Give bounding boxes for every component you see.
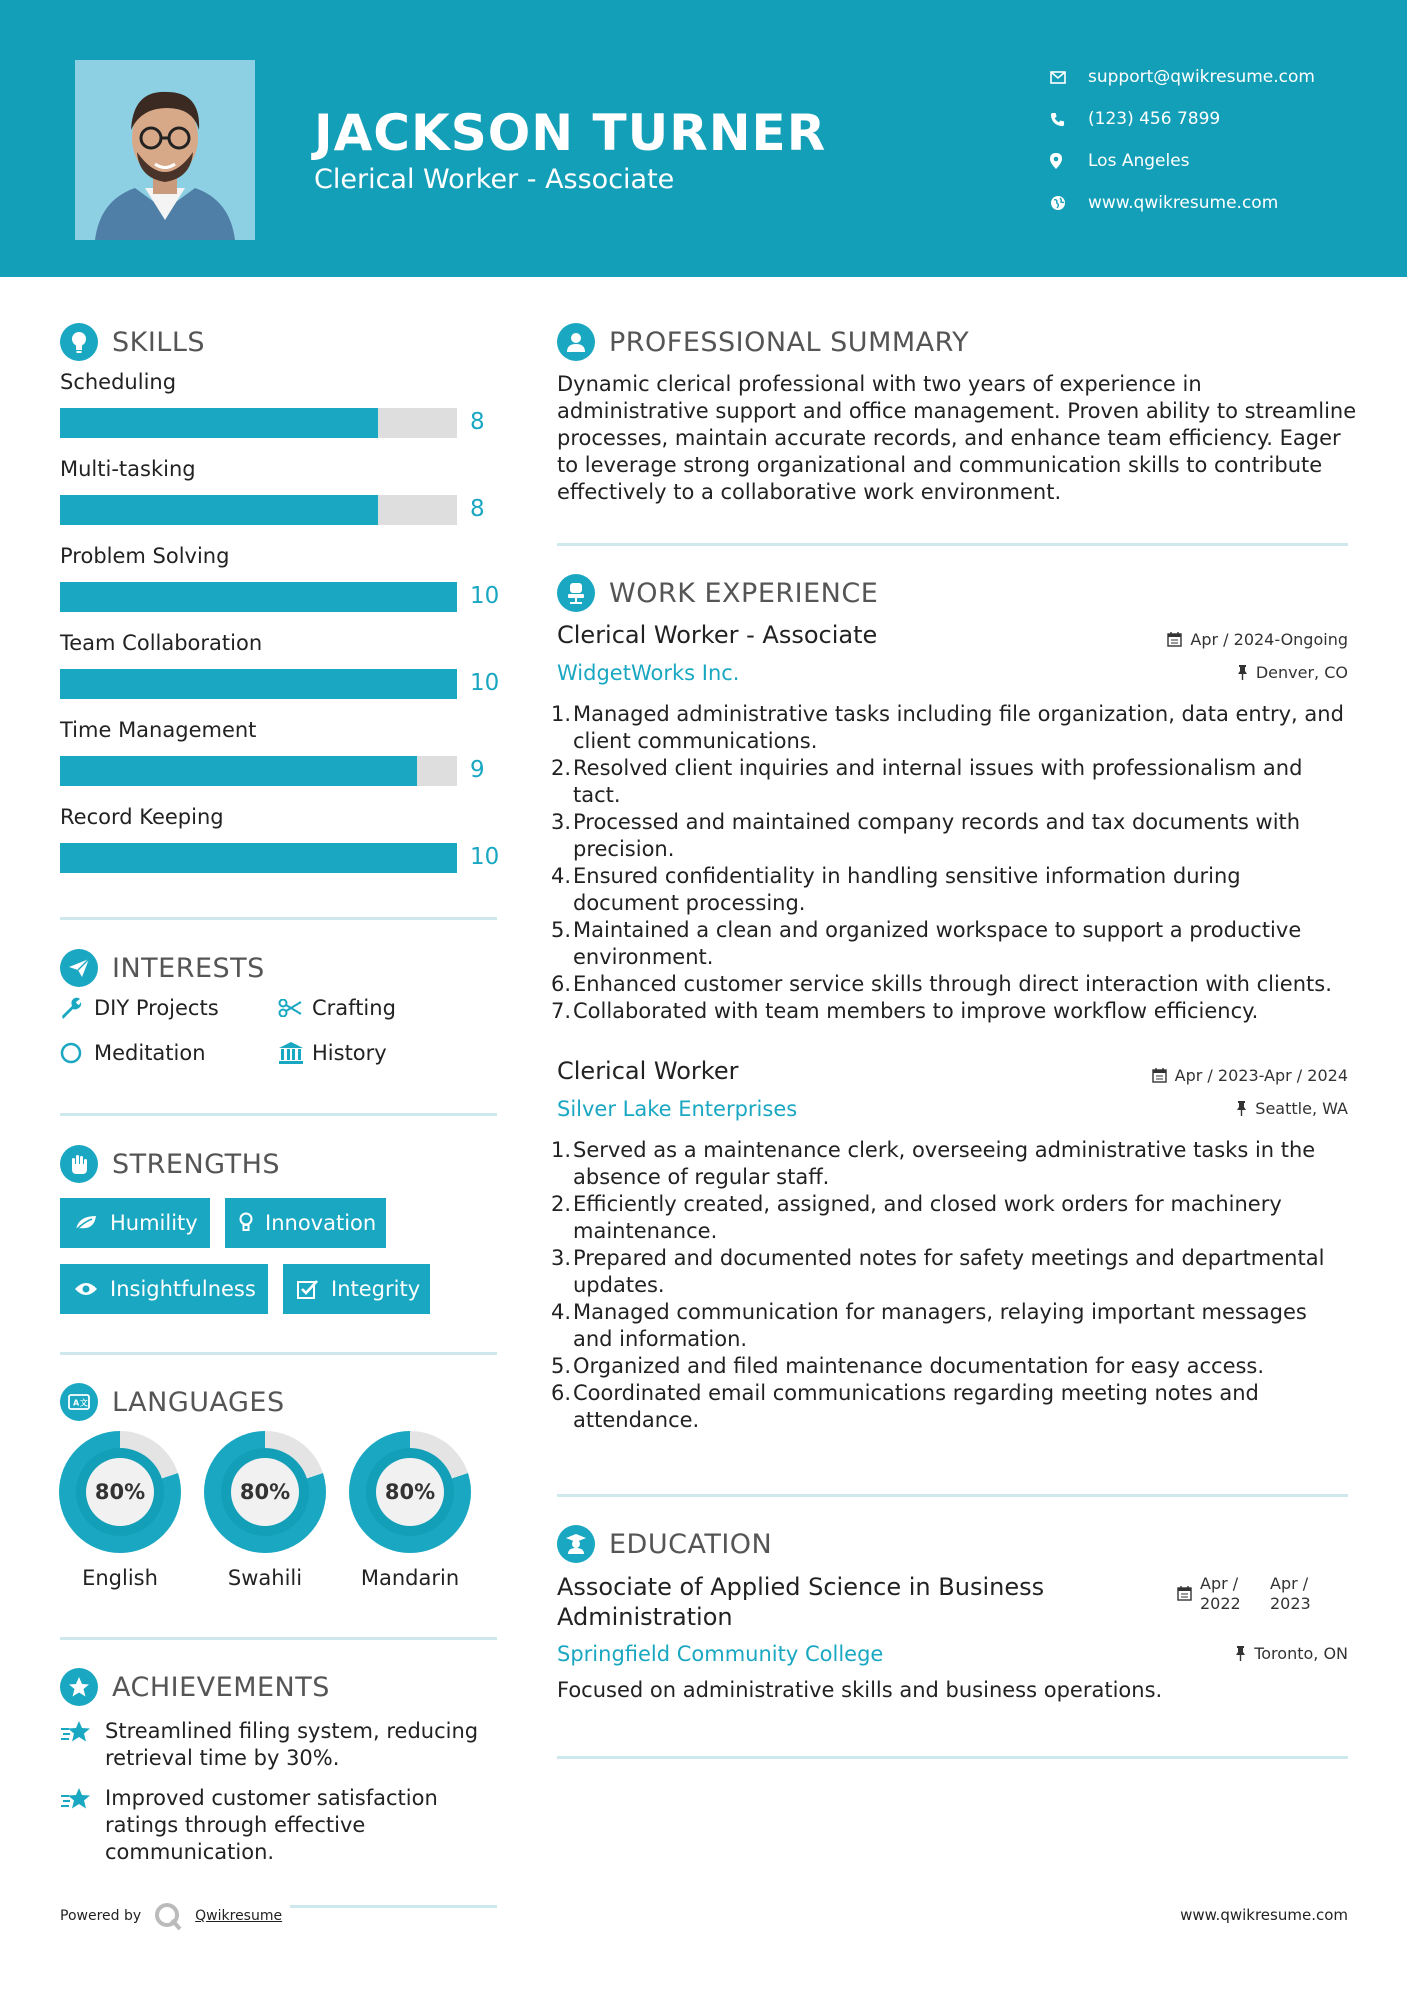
skill-label: Scheduling <box>60 370 177 394</box>
profile-photo <box>75 60 255 240</box>
contact-phone-text: (123) 456 7899 <box>1088 109 1221 129</box>
scissors-icon <box>278 999 312 1017</box>
skill-score: 9 <box>470 757 485 783</box>
skill-score: 10 <box>470 583 500 609</box>
skill-label: Multi-tasking <box>60 457 196 481</box>
summary-text: Dynamic clerical professional with two years of experience in administrative support and office management. Proven ability to streamline processes, maintain accurate records, and enhance team efficiency. Eager to leverage strong organizational and communication skills to contribute effectively to a collaborative work environment. <box>557 372 1357 504</box>
responsibility-item: 5. Maintained a clean and organized workspace to support a productive environment. <box>551 918 1302 969</box>
star-icon <box>60 1718 105 1772</box>
job-responsibilities <box>551 701 1348 1025</box>
star-icon <box>60 1785 105 1866</box>
footer-powered-by: Powered by Qwikresume <box>60 1901 282 1931</box>
language-name: English <box>82 1566 158 1590</box>
languages-heading: A文 LANGUAGES <box>60 1383 285 1421</box>
calendar-icon <box>1167 632 1182 647</box>
skill-label: Problem Solving <box>60 544 230 568</box>
responsibility-item: 3. Processed and maintained company records and tax documents with precision. <box>551 810 1301 861</box>
education-degree: Associate of Applied Science in Business Administration <box>557 1573 1045 1631</box>
job-dates: Apr / 2023-Apr / 2024 <box>1152 1066 1348 1085</box>
paper-plane-icon <box>60 949 98 987</box>
responsibility-item: 4. Ensured confidentiality in handling sensitive information during document processing. <box>551 864 1241 915</box>
job-location: Denver, CO <box>1237 663 1348 682</box>
responsibility-item: 2. Resolved client inquiries and internal issues with professionalism and tact. <box>551 756 1303 807</box>
education-heading: EDUCATION <box>557 1525 772 1563</box>
job-company: WidgetWorks Inc. <box>557 661 740 685</box>
strength-chip: Insightfulness <box>60 1264 268 1314</box>
skill-bar-track <box>60 582 457 612</box>
calendar-icon <box>1152 1068 1167 1083</box>
lightbulb-icon <box>60 323 98 361</box>
responsibility-item: 2. Efficiently created, assigned, and closed work orders for machinery maintenance. <box>551 1192 1282 1243</box>
skill-bar-fill <box>60 495 378 525</box>
contact-list <box>1050 56 1315 224</box>
language-level: 80% <box>231 1458 299 1526</box>
envelope-icon <box>1050 71 1088 84</box>
eye-icon <box>74 1281 98 1297</box>
svg-text:A文: A文 <box>73 1398 89 1408</box>
lightbulb-icon <box>239 1212 253 1234</box>
divider <box>557 1756 1348 1759</box>
achievement-item <box>60 1718 490 1772</box>
skill-bar-fill <box>60 582 457 612</box>
skill-bar-track <box>60 495 457 525</box>
job-responsibilities <box>551 1137 1348 1434</box>
language-name: Mandarin <box>360 1566 460 1590</box>
education-school: Springfield Community College <box>557 1642 884 1666</box>
contact-email-text: support@qwikresume.com <box>1088 67 1315 87</box>
skill-score: 10 <box>470 670 500 696</box>
candidate-name: JACKSON TURNER <box>314 104 827 162</box>
pushpin-icon <box>1237 665 1248 680</box>
divider <box>557 543 1348 546</box>
skills-heading: SKILLS <box>60 323 205 361</box>
pushpin-icon <box>1235 1646 1246 1661</box>
skill-bar-fill <box>60 669 457 699</box>
job-dates: Apr / 2024-Ongoing <box>1167 630 1348 649</box>
education-description: Focused on administrative skills and business operations. <box>557 1678 1163 1702</box>
strength-chip: Integrity <box>283 1264 430 1314</box>
pushpin-icon <box>1236 1101 1247 1116</box>
graduate-icon <box>557 1525 595 1563</box>
responsibility-item: 5. Organized and filed maintenance documentation for easy access. <box>551 1354 1265 1378</box>
language-level: 80% <box>376 1458 444 1526</box>
contact-location-text: Los Angeles <box>1088 151 1190 171</box>
strengths-heading: STRENGTHS <box>60 1145 280 1183</box>
qwikresume-link[interactable]: Qwikresume <box>195 1908 283 1924</box>
star-badge-icon <box>60 1668 98 1706</box>
contact-website[interactable] <box>1050 182 1315 224</box>
skill-label: Team Collaboration <box>60 631 263 655</box>
divider <box>290 1905 497 1908</box>
footer-website[interactable]: www.qwikresume.com <box>1180 1906 1348 1924</box>
skill-bar-fill <box>60 756 417 786</box>
circle-icon <box>60 1042 94 1064</box>
achievement-text: Improved customer satisfaction ratings through effective communication. <box>105 1786 438 1864</box>
divider <box>60 1352 497 1355</box>
skill-bar-track <box>60 843 457 873</box>
education-location: Toronto, ON <box>1235 1644 1348 1663</box>
language-proficiency-ring <box>204 1431 326 1553</box>
contact-phone[interactable] <box>1050 98 1315 140</box>
skill-score: 8 <box>470 409 485 435</box>
responsibility-item: 3. Prepared and documented notes for safety meetings and departmental updates. <box>551 1246 1325 1297</box>
user-icon <box>557 323 595 361</box>
phone-icon <box>1050 112 1088 127</box>
divider <box>557 1494 1348 1497</box>
divider <box>60 1113 497 1116</box>
strength-chip: Innovation <box>225 1198 386 1248</box>
language-card-icon <box>60 1383 98 1421</box>
contact-email[interactable] <box>1050 56 1315 98</box>
interest-item: DIY Projects <box>60 996 219 1020</box>
resume-header <box>0 0 1407 277</box>
job-role: Clerical Worker - Associate <box>557 621 878 649</box>
wrench-icon <box>60 997 94 1019</box>
experience-heading: WORK EXPERIENCE <box>557 574 878 612</box>
skill-bar-fill <box>60 843 457 873</box>
calendar-icon <box>1177 1574 1192 1614</box>
job-role: Clerical Worker <box>557 1057 739 1085</box>
language-name: Swahili <box>227 1566 303 1590</box>
interests-heading: INTERESTS <box>60 949 265 987</box>
responsibility-item: 4. Managed communication for managers, relaying important messages and information. <box>551 1300 1307 1351</box>
leaf-icon <box>74 1214 98 1232</box>
responsibility-item: 7. Collaborated with team members to improve workflow efficiency. <box>551 999 1259 1023</box>
interest-item: Meditation <box>60 1041 206 1065</box>
language-proficiency-ring <box>349 1431 471 1553</box>
skill-score: 10 <box>470 844 500 870</box>
check-square-icon <box>297 1279 319 1299</box>
contact-website-text: www.qwikresume.com <box>1088 193 1279 213</box>
skill-score: 8 <box>470 496 485 522</box>
skill-bar-fill <box>60 408 378 438</box>
job-company: Silver Lake Enterprises <box>557 1097 798 1121</box>
responsibility-item: 1. Served as a maintenance clerk, overseeing administrative tasks in the absence of regular staff. <box>551 1138 1316 1189</box>
achievement-item <box>60 1785 490 1866</box>
strength-chip: Humility <box>60 1198 210 1248</box>
divider <box>60 1637 497 1640</box>
candidate-title: Clerical Worker - Associate <box>314 164 675 195</box>
skill-bar-track <box>60 756 457 786</box>
responsibility-item: 6. Coordinated email communications regarding meeting notes and attendance. <box>551 1381 1259 1432</box>
divider <box>60 917 497 920</box>
summary-heading: PROFESSIONAL SUMMARY <box>557 323 969 361</box>
education-dates: Apr / 2022 Apr / 2023 <box>1177 1574 1311 1614</box>
skill-bar-track <box>60 408 457 438</box>
chair-icon <box>557 574 595 612</box>
interest-item: History <box>278 1041 387 1065</box>
achievement-text: Streamlined filing system, reducing retrieval time by 30%. <box>105 1719 479 1770</box>
responsibility-item: 1. Managed administrative tasks including file organization, data entry, and client communications. <box>551 702 1344 753</box>
responsibility-item: 6. Enhanced customer service skills through direct interaction with clients. <box>551 972 1332 996</box>
language-proficiency-ring <box>59 1431 181 1553</box>
qwikresume-logo-icon <box>153 1901 183 1931</box>
hand-icon <box>60 1145 98 1183</box>
achievements-heading: ACHIEVEMENTS <box>60 1668 330 1706</box>
skill-bar-track <box>60 669 457 699</box>
map-pin-icon <box>1050 153 1088 169</box>
interest-item: Crafting <box>278 996 396 1020</box>
museum-icon <box>278 1042 312 1064</box>
contact-location <box>1050 140 1315 182</box>
language-level: 80% <box>86 1458 154 1526</box>
skill-label: Time Management <box>60 718 257 742</box>
job-location: Seattle, WA <box>1236 1099 1348 1118</box>
skill-label: Record Keeping <box>60 805 224 829</box>
globe-icon <box>1050 195 1088 211</box>
